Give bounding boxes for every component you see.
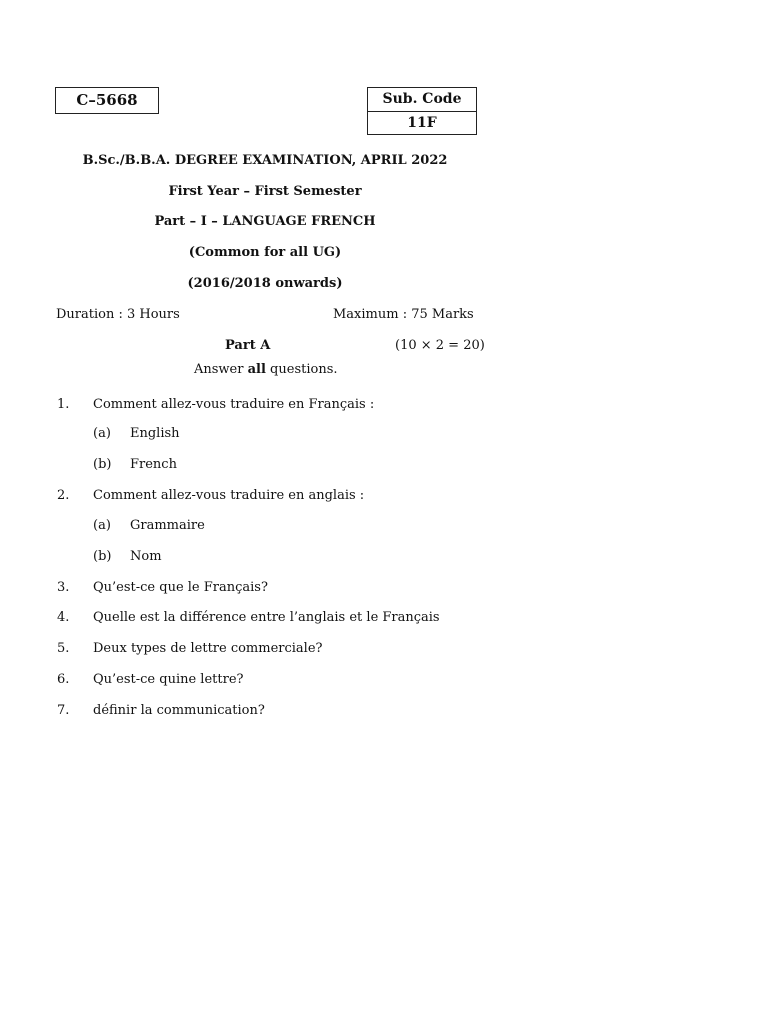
subquestion-text: French bbox=[130, 457, 177, 472]
subquestion-label: (a) bbox=[93, 426, 111, 441]
instruction-bold: all bbox=[247, 362, 266, 377]
subquestion-label: (b) bbox=[93, 457, 112, 472]
exam-onwards: (2016/2018 onwards) bbox=[187, 276, 343, 291]
max-marks: Maximum : 75 Marks bbox=[333, 307, 474, 322]
exam-year: First Year – First Semester bbox=[168, 184, 362, 199]
subquestion-label: (a) bbox=[93, 518, 111, 533]
sub-code-label: Sub. Code bbox=[382, 91, 462, 107]
duration: Duration : 3 Hours bbox=[56, 307, 180, 322]
question-number: 1. bbox=[57, 397, 70, 412]
section-marks: (10 × 2 = 20) bbox=[395, 338, 485, 353]
section-title: Part A bbox=[225, 338, 271, 353]
question-text: définir la communication? bbox=[93, 703, 265, 718]
question-text: Qu’est-ce quine lettre? bbox=[93, 672, 244, 687]
subquestion-text: English bbox=[130, 426, 180, 441]
question-text: Deux types de lettre commerciale? bbox=[93, 641, 323, 656]
question-number: 6. bbox=[57, 672, 70, 687]
question-text: Comment allez-vous traduire en anglais : bbox=[93, 488, 365, 503]
paper-code: C–5668 bbox=[76, 91, 138, 109]
instruction-pre: Answer bbox=[194, 362, 248, 377]
question-number: 5. bbox=[57, 641, 70, 656]
question-number: 3. bbox=[57, 580, 70, 595]
section-instruction bbox=[194, 362, 338, 377]
question-text: Comment allez-vous traduire en Français : bbox=[93, 397, 375, 412]
subquestion-text: Grammaire bbox=[130, 518, 205, 533]
question-number: 2. bbox=[57, 488, 70, 503]
exam-title: B.Sc./B.B.A. DEGREE EXAMINATION, APRIL 2022 bbox=[82, 153, 448, 168]
question-number: 7. bbox=[57, 703, 70, 718]
question-text: Quelle est la différence entre l’anglais et le Français bbox=[93, 610, 440, 625]
exam-part: Part – I – LANGUAGE FRENCH bbox=[154, 214, 376, 229]
paper-code-box bbox=[55, 87, 159, 114]
sub-code-value: 11F bbox=[368, 111, 476, 135]
question-number: 4. bbox=[57, 610, 70, 625]
sub-code-box bbox=[367, 87, 477, 135]
subquestion-text: Nom bbox=[130, 549, 162, 564]
exam-common: (Common for all UG) bbox=[188, 245, 342, 260]
question-text: Qu’est-ce que le Français? bbox=[93, 580, 268, 595]
subquestion-label: (b) bbox=[93, 549, 112, 564]
instruction-post: questions. bbox=[265, 362, 338, 377]
